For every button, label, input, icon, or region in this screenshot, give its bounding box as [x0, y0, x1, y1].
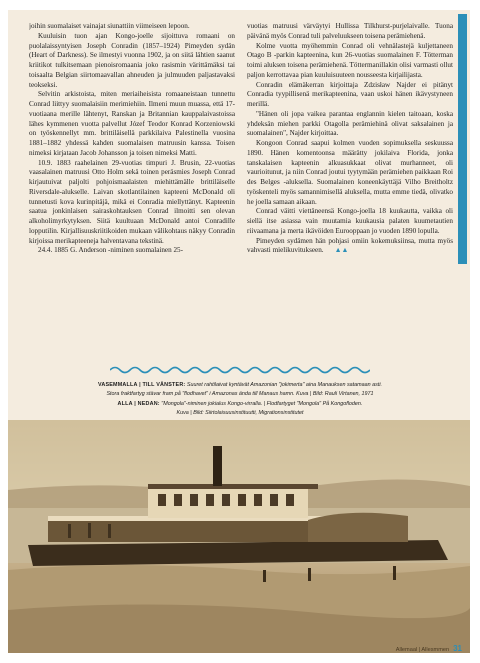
caption-label-below: ALLA | NEDAN:: [117, 400, 160, 407]
caption-line-1: [40, 381, 440, 390]
paragraph: "Hänen oli jopa vaikea parantaa englannin kielen taitoaan, koska yhdeksän miehen parkki Otagolla perämiehinä olivat saksalainen ja suomalainen", Najder kirjoittaa.: [247, 109, 453, 138]
paragraph-final-text: Pimeyden sydämen hän pohjasi omiin kokemuksiinsa, mutta myös vahvasti mielikuvitukseen.: [247, 236, 453, 255]
paragraph: Kuuluisin tuon ajan Kongo-joelle sijoittuva romaani on puolalaissyntyisen Joseph Conradin (1857–1924) Pimeyden sydän (Heart of Darkness). Se ilmestyi vuonna 1902, ja on siitä lähtien saanut kriitikot tulkitsemaan pienoisromaania joko rasismin värittämäksi tai toisaalta Belgian siirtomaavallan ahneuden ja julmuuden paljastavaksi teokseksi.: [29, 31, 235, 89]
historic-riverboat-photo: [8, 420, 470, 653]
paragraph-final: [247, 237, 453, 257]
paragraph: 10.9. 1883 raahelainen 29-vuotias timpuri J. Brusin, 22-vuotias vaasalainen matruusi Otto Holm sekä toinen peräsmies Joseph Conrad kirjautuivat paljolti pohjoismaalaisten miehittämälle brittiläiselle Riversdale-alukselle. Laivan skotlantilainen kapteeni McDonald oli tunnetusti kova kurinpitäjä, mikä ei Conradia miellyttänyt. Kapteenin saatua jonkinlaisen sairaskohtauksen Conrad ilmoitti sen olevan alkoholimyrkytyksen. Siitä kuultuaan McDonald antoi Conradille lopputilin. Kirjallisuuskriitikoiden mukaan välikohtaus näkyy Conradin kirjoissa merikapteeneja halventavana tekstinä.: [29, 158, 235, 245]
accent-bar: [458, 14, 467, 264]
wave-divider: [110, 364, 370, 376]
paragraph: joihin suomalaiset vainajat siunattiin viimeiseen lepoon.: [29, 22, 190, 30]
folio-text: Allemaal | Allesmmen: [395, 647, 450, 653]
caption-line-3: [40, 400, 440, 409]
photo-caption: [40, 381, 440, 418]
paragraph: Kolme vuotta myöhemmin Conrad oli vehnälastejä kuljettaneen Otago B -parkin kapteenina, kun 26-vuotias suomalainen F. Tötterman toimi aluksen toisena perämiehenä. Töttermanillakin olisi varmasti ollut paljon kerrottavaa pian kuuluisuuteen nousseesta kirjailijasta.: [247, 41, 453, 79]
page-number: 31: [453, 644, 462, 653]
caption-label-left: VASEMMALLA | TILL VÄNSTER:: [97, 382, 186, 388]
paragraph: Kongoon Conrad saapui kolmen vuoden sopimuksella seskuussa 1890. Hänen komentoonsa määrätty jokilaiva Florida, jonka tanskalaisen kapteenin alkuasukkaat olivat murhanneet, oli vaurioitunut, ja niin Conrad joutui tyytymään perämiehen paikkaan Roi des Belges -aluksella. Suomalainen koneenkäyttäjä Vilho Breitholtz työskenteli myös samannimisellä aluksella, mutta emme tiedä, olivatko he joella samaan aikaan.: [247, 139, 453, 206]
end-mark-icon: ▲▲: [334, 247, 349, 255]
article-column-left: [29, 22, 235, 362]
caption-line-4: Kuva | Bild: Siirtolaisuusinstituutti, Migrationsinstitutet: [176, 409, 304, 416]
paragraph: Conradin elämäkerran kirjoittaja Zdzisław Najder ei pitänyt Conradia tyypillisenä merikapteenina, vaan uskoi hänen ikävystyneen merillä.: [247, 80, 453, 108]
paragraph: Selvitin arkistoista, miten meriaiheisista romaaneistaan tunnettu Conrad liittyy suomalaisiin merimiehiin. Ilmeni muun muassa, että 17-vuotiaana merille lähtenyt, Ranskan ja Britannian kauppalaivastoissa lähes kymmenen vuotta palvellut Józef Teodor Konrad Korzeniowski on työskennellyt mm. brittiläisellä parkkilaiva Palestinella vuosina 1881–1882 yhdessä kahden suomalaisen matruusin kanssa. Toisen nimeksi kirjataan Jacob Johansson ja toisen nimeksi Matti.: [29, 90, 235, 157]
riverboat-illustration: [8, 420, 470, 653]
article-column-right: [247, 22, 453, 362]
article-body: [29, 22, 453, 362]
caption-line-2: Stora fraktfartyg stävar fram på "flodhavet" i Amazonas ända till Manaus hamn. Kuva | Bild: Rauli Virtanen, 1971: [106, 391, 374, 398]
paragraph: 24.4. 1885 G. Anderson -niminen suomalainen 25-: [38, 246, 183, 255]
paragraph: vuotias matruusi värväytyi Hullissa Tilkhurst-purjelaivalle. Tuona päivänä myös Conrad tuli palveluukseen toisena perämiehenä.: [247, 22, 453, 40]
caption-text: Suuret rahtilaivat kyntävät Amazonian "jokimerta" aina Manauksen satamaan asti.: [186, 382, 383, 388]
paragraph: Conrad väitti viettäneensä Kongo-joella 18 kuukautta, vaikka oli siellä itse asiassa vain muutamia kuukausia palaten kuumetautien riivaamana ja merta ikävöiden Eurooppaan jo vuoden 1890 lopulla.: [247, 207, 453, 235]
caption-text: "Mongola"-niminen jokialus Kongo-virralla. | Flodfartyget "Mongola" På Kongofloden.: [161, 400, 363, 407]
page-folio: [396, 644, 462, 653]
